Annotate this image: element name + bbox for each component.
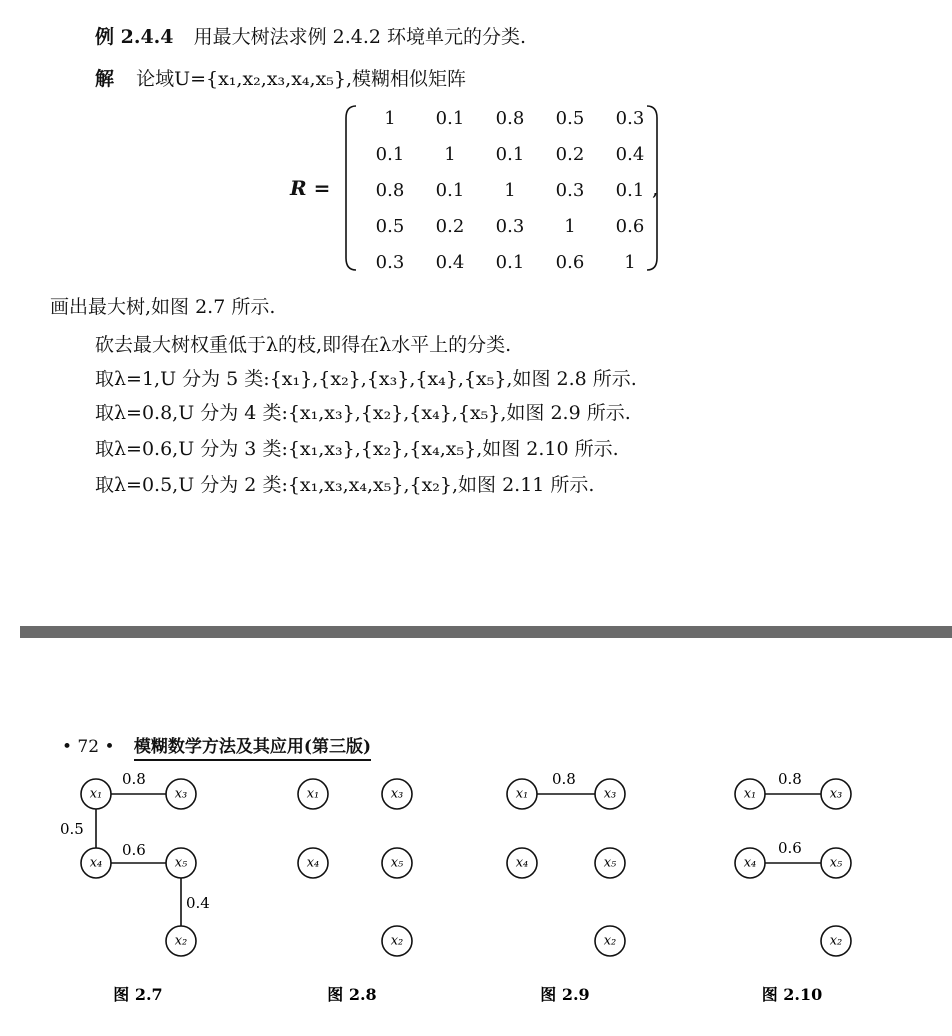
node-label: x₁	[743, 786, 757, 802]
node-label: x₄	[89, 855, 103, 871]
node-x5	[382, 848, 412, 878]
node-label: x₂	[390, 933, 404, 949]
node-label: x₃	[603, 786, 617, 802]
node-x4	[507, 848, 537, 878]
weight-x4-x5: 0.6	[122, 841, 146, 859]
node-label: x₁	[306, 786, 320, 802]
node-label: x₅	[174, 855, 188, 871]
node-x1	[81, 779, 111, 809]
matrix-cell: 0.8	[495, 108, 525, 129]
node-label: x₅	[603, 855, 617, 871]
case-lambda-08: 取λ=0.8,U 分为 4 类:{x₁,x₃},{x₂},{x₄},{x₅},如图 2.9 所示.	[95, 402, 631, 424]
matrix-cell: 0.1	[615, 180, 645, 201]
node-x1	[735, 779, 765, 809]
weight-x1-x3: 0.8	[552, 770, 576, 788]
page-number: • 72 •	[62, 737, 115, 757]
matrix-suffix: ,	[652, 176, 659, 200]
matrix-cell: 0.1	[495, 144, 525, 165]
node-x4	[81, 848, 111, 878]
book-title: 模糊数学方法及其应用(第三版)	[134, 737, 371, 761]
matrix-cell: 0.1	[435, 180, 465, 201]
matrix-cell: 0.4	[435, 252, 465, 273]
matrix-cell: 0.5	[555, 108, 585, 129]
matrix-cell: 0.1	[435, 108, 465, 129]
figure-2-9	[507, 770, 625, 1004]
node-x3	[382, 779, 412, 809]
weight-x1-x3: 0.8	[778, 770, 802, 788]
node-x2	[821, 926, 851, 956]
example-heading: 例 2.4.4	[95, 26, 174, 48]
matrix-cell: 0.5	[375, 216, 405, 237]
matrix-cell: 0.3	[555, 180, 585, 201]
matrix-cell: 0.1	[375, 144, 405, 165]
node-x3	[166, 779, 196, 809]
cut-rule-text: 砍去最大树权重低于λ的枝,即得在λ水平上的分类.	[95, 334, 512, 356]
weight-x5-x2: 0.4	[186, 894, 210, 912]
page-header	[62, 732, 371, 757]
node-label: x₅	[829, 855, 843, 871]
node-x3	[821, 779, 851, 809]
node-label: x₅	[390, 855, 404, 871]
node-x2	[382, 926, 412, 956]
matrix-cell: 0.4	[615, 144, 645, 165]
node-x1	[298, 779, 328, 809]
node-label: x₃	[829, 786, 843, 802]
case-lambda-05: 取λ=0.5,U 分为 2 类:{x₁,x₃,x₄,x₅},{x₂},如图 2.11 所示.	[95, 474, 595, 496]
page-divider	[20, 626, 952, 638]
case-lambda-06: 取λ=0.6,U 分为 3 类:{x₁,x₃},{x₂},{x₄,x₅},如图 2.10 所示.	[95, 438, 619, 460]
weight-x4-x5: 0.6	[778, 839, 802, 857]
caption-2-10: 图 2.10	[761, 985, 823, 1004]
node-x5	[166, 848, 196, 878]
example-line	[95, 22, 526, 49]
matrix-cell: 0.1	[495, 252, 525, 273]
matrix-cell: 1	[504, 180, 516, 201]
case-lambda-1: 取λ=1,U 分为 5 类:{x₁},{x₂},{x₃},{x₄},{x₅},如图 2.8 所示.	[95, 368, 637, 390]
node-label: x₁	[89, 786, 103, 802]
node-x5	[821, 848, 851, 878]
node-label: x₁	[515, 786, 529, 802]
weight-x1-x4: 0.5	[60, 820, 84, 838]
matrix-cell: 0.8	[375, 180, 405, 201]
node-label: x₃	[390, 786, 404, 802]
node-x1	[507, 779, 537, 809]
figure-2-10	[735, 770, 851, 1004]
matrix-cell: 0.6	[615, 216, 645, 237]
node-label: x₂	[603, 933, 617, 949]
caption-2-8: 图 2.8	[327, 985, 377, 1004]
figures-area	[0, 760, 952, 1036]
matrix-cell: 0.2	[435, 216, 465, 237]
matrix-cell: 1	[384, 108, 396, 129]
node-x4	[735, 848, 765, 878]
left-bracket	[344, 104, 358, 272]
draw-tree-text: 画出最大树,如图 2.7 所示.	[50, 296, 276, 318]
solution-line	[95, 64, 466, 91]
similarity-matrix	[260, 100, 680, 280]
example-text: 用最大树法求例 2.4.2 环境单元的分类.	[193, 26, 527, 48]
caption-2-7: 图 2.7	[113, 985, 163, 1004]
weight-x1-x3: 0.8	[122, 770, 146, 788]
matrix-cell: 0.3	[375, 252, 405, 273]
caption-2-9: 图 2.9	[540, 985, 590, 1004]
node-label: x₂	[829, 933, 843, 949]
node-label: x₃	[174, 786, 188, 802]
node-x5	[595, 848, 625, 878]
node-label: x₄	[743, 855, 757, 871]
node-x3	[595, 779, 625, 809]
solution-label: 解	[95, 68, 115, 90]
figure-2-8	[298, 779, 412, 1004]
node-x2	[595, 926, 625, 956]
matrix-cell: 0.3	[495, 216, 525, 237]
node-label: x₄	[306, 855, 320, 871]
matrix-cell: 1	[564, 216, 576, 237]
matrix-cell: 0.3	[615, 108, 645, 129]
node-label: x₂	[174, 933, 188, 949]
matrix-label-text: R =	[290, 176, 331, 200]
matrix-cell: 1	[624, 252, 636, 273]
node-x4	[298, 848, 328, 878]
universe-text: 论域U={x₁,x₂,x₃,x₄,x₅},模糊相似矩阵	[136, 68, 467, 90]
matrix-cell: 1	[444, 144, 456, 165]
figure-2-7	[60, 770, 210, 1004]
node-x2	[166, 926, 196, 956]
matrix-cell: 0.2	[555, 144, 585, 165]
node-label: x₄	[515, 855, 529, 871]
matrix-cell: 0.6	[555, 252, 585, 273]
